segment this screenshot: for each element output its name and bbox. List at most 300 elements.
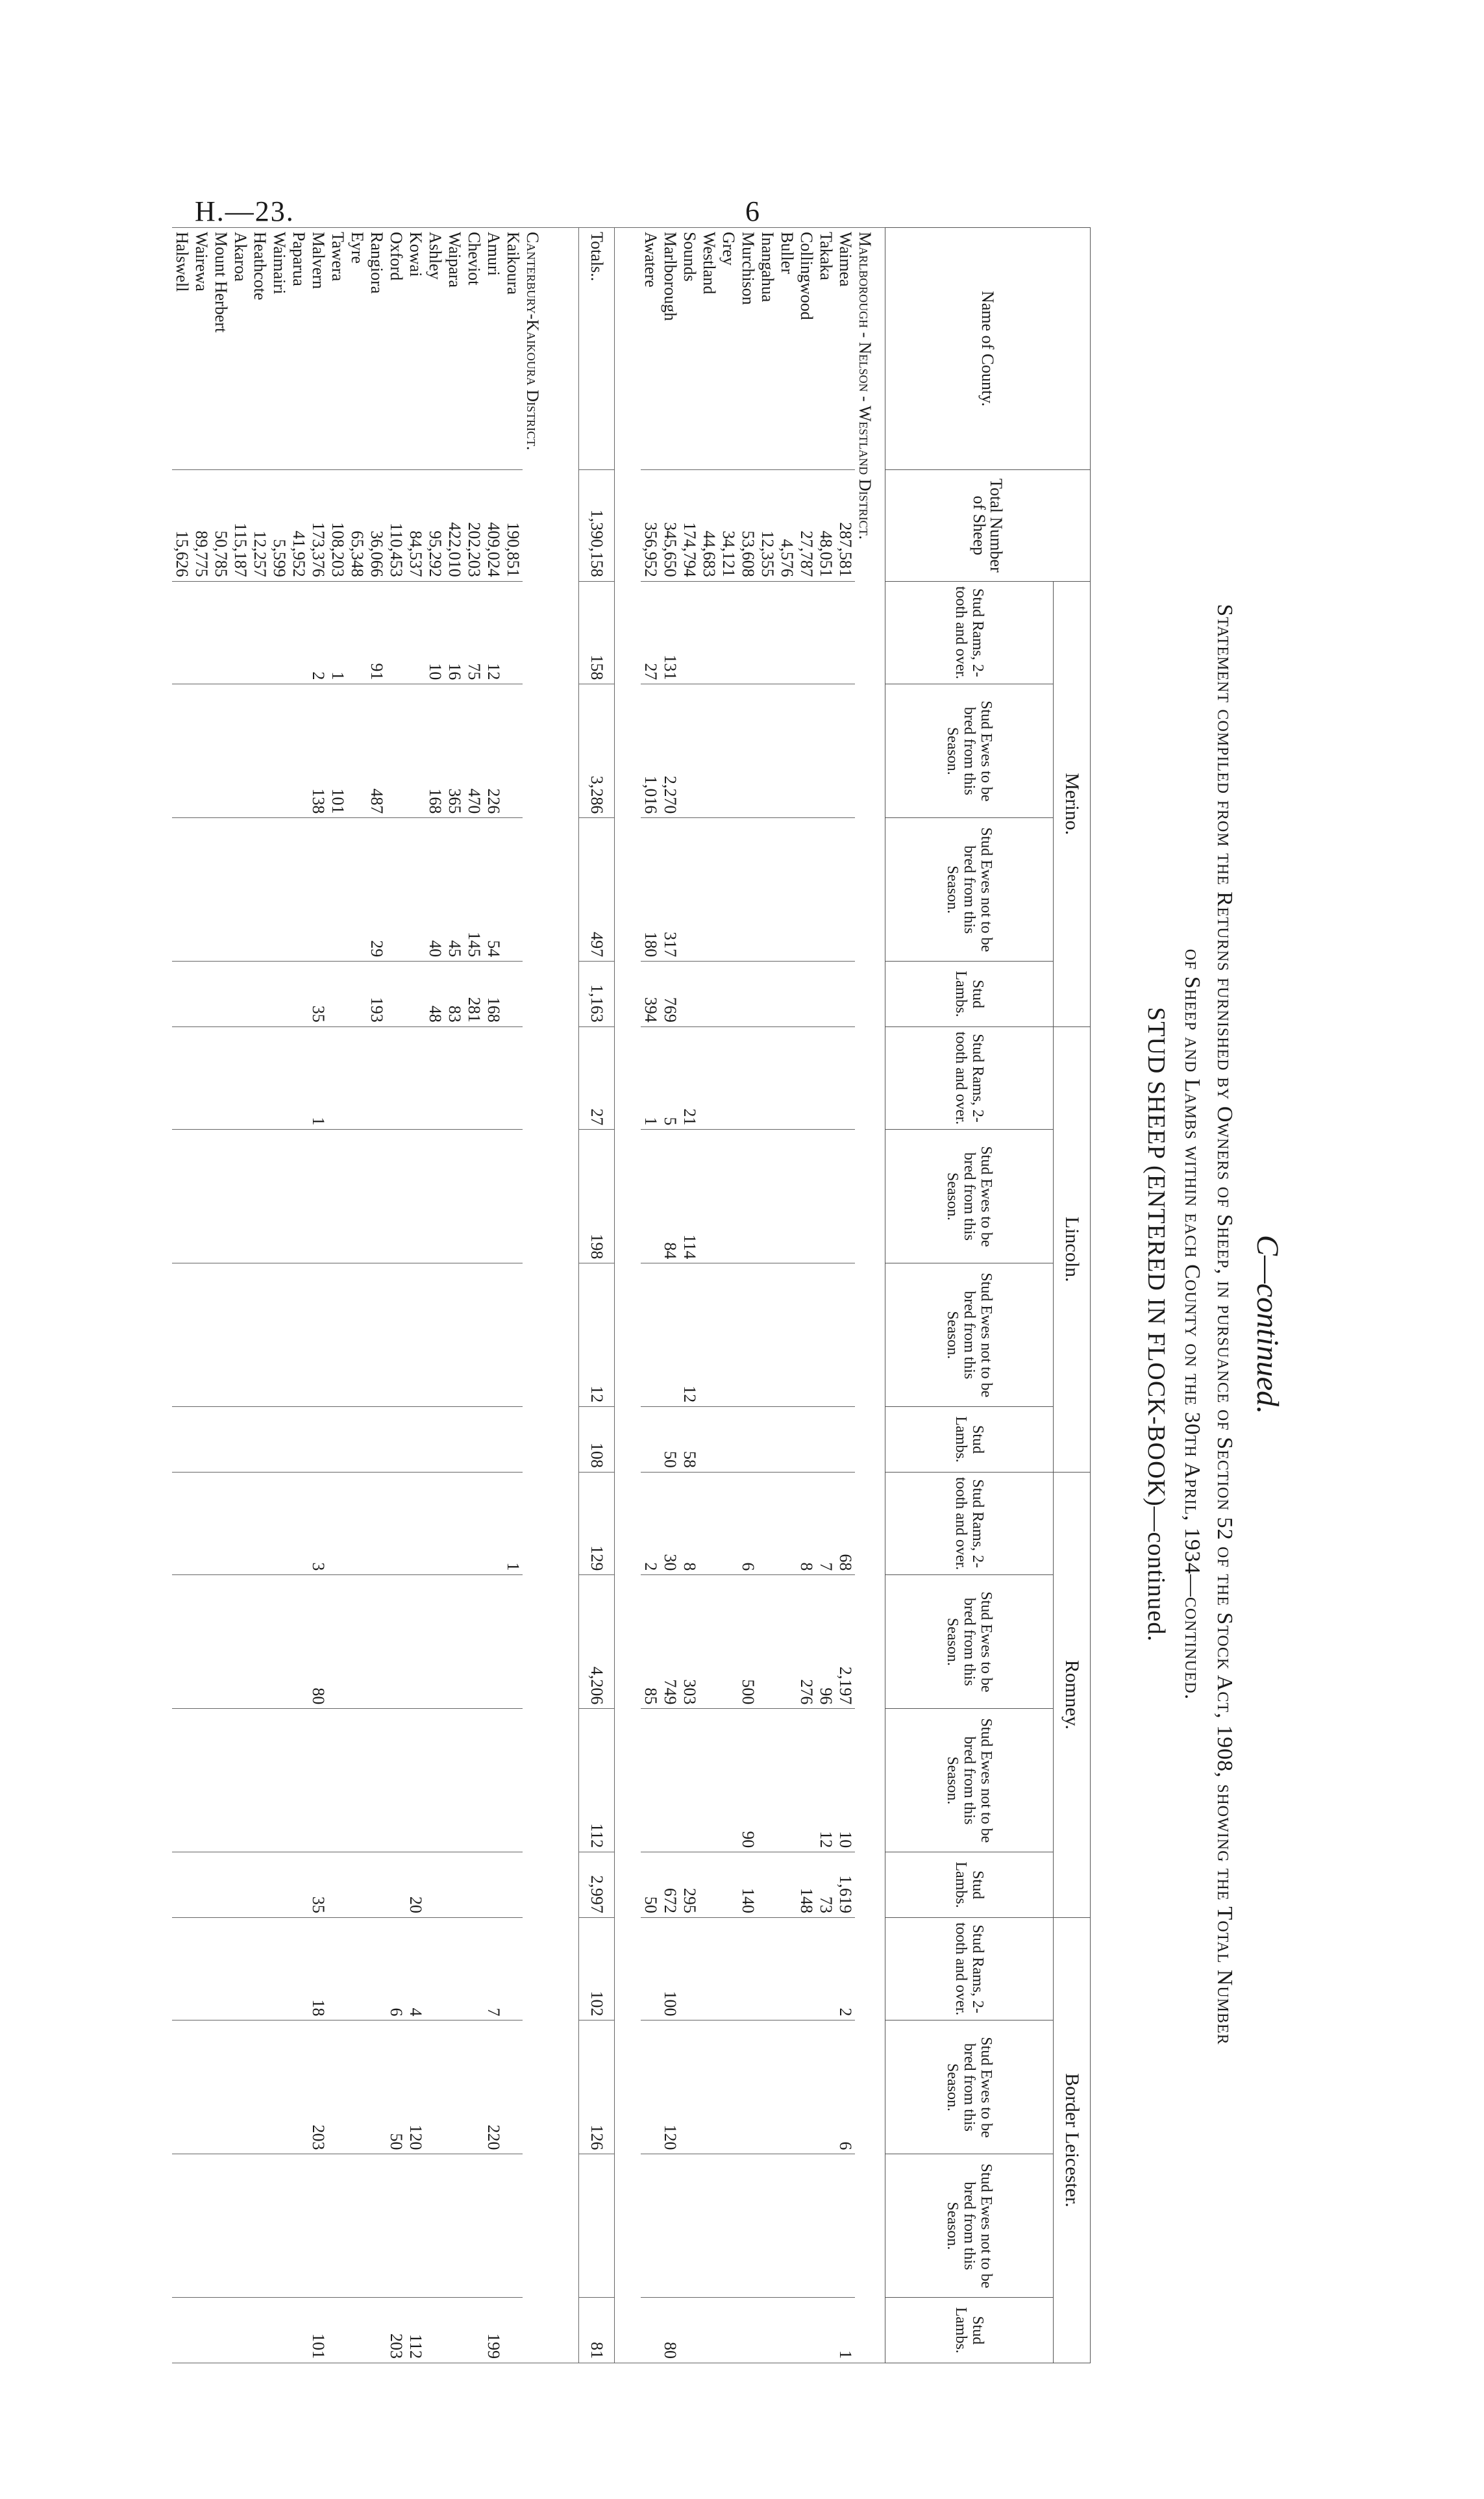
stud-value-cell bbox=[230, 2020, 250, 2154]
stud-value-cell: 4,206 bbox=[579, 1575, 615, 1709]
stud-value-cell bbox=[641, 1263, 660, 1407]
table-row bbox=[328, 228, 347, 2363]
stud-value-cell bbox=[503, 1263, 523, 1407]
stud-value-cell bbox=[211, 1263, 230, 1407]
stud-value-cell bbox=[347, 1263, 367, 1407]
stud-value-cell bbox=[269, 1917, 289, 2020]
table-row bbox=[250, 228, 269, 2363]
stud-value-cell bbox=[328, 1472, 347, 1575]
stud-value-cell: 8 bbox=[680, 1472, 699, 1575]
sub-header: Stud Ewes to be bred from this Season. bbox=[885, 2020, 1054, 2154]
stud-value-cell bbox=[425, 1575, 445, 1709]
stud-value-cell bbox=[269, 684, 289, 818]
county-name: Takaka bbox=[816, 228, 835, 470]
stud-value-cell: 168 bbox=[425, 684, 445, 818]
stud-value-cell bbox=[172, 818, 192, 962]
table-row bbox=[269, 228, 289, 2363]
stud-value-cell bbox=[328, 1263, 347, 1407]
stud-value-cell bbox=[211, 1407, 230, 1473]
stud-value-cell bbox=[308, 1130, 328, 1263]
stud-value-cell bbox=[406, 581, 425, 684]
stud-value-cell bbox=[719, 1472, 738, 1575]
stud-value-cell: 2 bbox=[641, 1472, 660, 1575]
stud-value-cell bbox=[758, 1026, 777, 1130]
stud-value-cell: 2,270 bbox=[660, 684, 680, 818]
stud-value-cell bbox=[172, 684, 192, 818]
stud-value-cell bbox=[308, 1709, 328, 1852]
county-name: Wairewa bbox=[192, 228, 211, 470]
stud-value-cell bbox=[347, 1917, 367, 2020]
stud-value-cell bbox=[172, 1472, 192, 1575]
stud-value-cell bbox=[347, 1709, 367, 1852]
stud-value-cell: 50 bbox=[641, 1852, 660, 1918]
stud-value-cell: 112 bbox=[579, 1709, 615, 1852]
stud-value-cell bbox=[484, 1407, 503, 1473]
stud-value-cell bbox=[719, 2154, 738, 2298]
spacer-row bbox=[552, 228, 579, 2363]
stud-value-cell bbox=[660, 2154, 680, 2298]
county-name: Akaroa bbox=[230, 228, 250, 470]
stud-value-cell bbox=[464, 1917, 484, 2020]
stud-value-cell: 1 bbox=[503, 1472, 523, 1575]
stud-value-cell bbox=[172, 1130, 192, 1263]
table-row bbox=[680, 228, 699, 2363]
stud-value-cell bbox=[269, 2298, 289, 2363]
table-row bbox=[386, 228, 406, 2363]
table-body bbox=[172, 228, 885, 2363]
stud-value-cell: 40 bbox=[425, 818, 445, 962]
stud-value-cell bbox=[797, 684, 816, 818]
stud-value-cell bbox=[719, 684, 738, 818]
sub-header: Stud Ewes to be bred from this Season. bbox=[885, 684, 1054, 818]
stud-value-cell bbox=[250, 1575, 269, 1709]
stud-value-cell bbox=[738, 2020, 758, 2154]
stud-value-cell: 80 bbox=[660, 2298, 680, 2363]
stud-value-cell bbox=[192, 2154, 211, 2298]
stud-value-cell: 749 bbox=[660, 1575, 680, 1709]
stud-value-cell bbox=[425, 1709, 445, 1852]
group-border-leicester: Border Leicester. bbox=[1054, 1917, 1091, 2363]
stud-value-cell bbox=[503, 1575, 523, 1709]
stud-value-cell bbox=[680, 581, 699, 684]
stud-value-cell: 2 bbox=[308, 581, 328, 684]
stud-value-cell bbox=[367, 1263, 386, 1407]
stud-value-cell bbox=[192, 1026, 211, 1130]
stud-value-cell: 1 bbox=[328, 581, 347, 684]
stud-value-cell bbox=[328, 2154, 347, 2298]
stud-value-cell bbox=[289, 2020, 308, 2154]
stud-value-cell bbox=[425, 1407, 445, 1473]
spacer-cell bbox=[615, 228, 641, 2363]
stud-value-cell bbox=[503, 818, 523, 962]
county-name: Waimairi bbox=[269, 228, 289, 470]
stud-value-cell bbox=[269, 1263, 289, 1407]
stud-value-cell bbox=[719, 818, 738, 962]
stud-value-cell bbox=[386, 1472, 406, 1575]
county-name: Mount Herbert bbox=[211, 228, 230, 470]
stud-value-cell: 126 bbox=[579, 2020, 615, 2154]
stud-value-cell bbox=[758, 581, 777, 684]
stud-value-cell bbox=[641, 1130, 660, 1263]
table-row bbox=[816, 228, 835, 2363]
stud-value-cell bbox=[503, 2020, 523, 2154]
stud-value-cell bbox=[777, 1852, 797, 1918]
stud-value-cell bbox=[425, 1026, 445, 1130]
stud-value-cell: 1 bbox=[835, 2298, 855, 2363]
stud-value-cell bbox=[777, 962, 797, 1027]
stud-value-cell bbox=[250, 962, 269, 1027]
stud-value-cell bbox=[738, 581, 758, 684]
table-row bbox=[406, 228, 425, 2363]
stud-value-cell: 108 bbox=[579, 1407, 615, 1473]
sub-header: Stud Ewes to be bred from this Season. bbox=[885, 1575, 1054, 1709]
stud-value-cell bbox=[738, 684, 758, 818]
stud-value-cell bbox=[464, 1852, 484, 1918]
stud-value-cell bbox=[250, 1263, 269, 1407]
stud-value-cell: 6 bbox=[738, 1472, 758, 1575]
stud-value-cell: 6 bbox=[386, 1917, 406, 2020]
stud-value-cell bbox=[738, 818, 758, 962]
stud-value-cell bbox=[777, 2298, 797, 2363]
table-row bbox=[230, 228, 250, 2363]
table-row bbox=[172, 228, 192, 2363]
total-sheep-cell: 356,952 bbox=[641, 470, 660, 582]
stud-value-cell bbox=[484, 1263, 503, 1407]
stud-value-cell bbox=[425, 2020, 445, 2154]
stud-value-cell bbox=[797, 2298, 816, 2363]
stud-value-cell bbox=[445, 1026, 464, 1130]
stud-value-cell bbox=[289, 1263, 308, 1407]
stud-value-cell bbox=[192, 1575, 211, 1709]
sub-header: Stud Ewes not to be bred from this Season. bbox=[885, 2154, 1054, 2298]
stud-value-cell bbox=[367, 1575, 386, 1709]
stud-value-cell bbox=[641, 1407, 660, 1473]
stud-value-cell bbox=[445, 1917, 464, 2020]
stud-value-cell: 2,997 bbox=[579, 1852, 615, 1918]
stud-value-cell bbox=[289, 1026, 308, 1130]
total-sheep-cell: 110,453 bbox=[386, 470, 406, 582]
stud-sheep-heading: STUD SHEEP (ENTERED IN FLOCK-BOOK)—continued. bbox=[1143, 1007, 1170, 1642]
stud-value-cell bbox=[192, 684, 211, 818]
stud-value-cell: 68 bbox=[835, 1472, 855, 1575]
stud-value-cell: 2,197 bbox=[835, 1575, 855, 1709]
stud-value-cell bbox=[269, 2154, 289, 2298]
total-sheep-cell: 174,794 bbox=[680, 470, 699, 582]
stud-value-cell bbox=[328, 2298, 347, 2363]
spacer-cell bbox=[552, 228, 579, 2363]
stud-value-cell bbox=[289, 1575, 308, 1709]
stud-value-cell bbox=[250, 2298, 269, 2363]
stud-value-cell bbox=[250, 684, 269, 818]
stud-value-cell bbox=[308, 1407, 328, 1473]
stud-value-cell bbox=[211, 1026, 230, 1130]
stud-value-cell: 27 bbox=[641, 581, 660, 684]
group-romney: Romney. bbox=[1054, 1472, 1091, 1917]
stud-value-cell bbox=[172, 962, 192, 1027]
stud-value-cell bbox=[797, 1130, 816, 1263]
stud-value-cell bbox=[230, 1263, 250, 1407]
stud-value-cell bbox=[758, 2020, 777, 2154]
stud-value-cell bbox=[289, 2154, 308, 2298]
stud-value-cell bbox=[758, 2298, 777, 2363]
stud-value-cell bbox=[386, 2154, 406, 2298]
sub-header: Stud Lambs. bbox=[885, 1852, 1054, 1918]
stud-value-cell bbox=[503, 2154, 523, 2298]
stud-value-cell bbox=[777, 1263, 797, 1407]
stud-value-cell: 18 bbox=[308, 1917, 328, 2020]
stud-value-cell bbox=[328, 1852, 347, 1918]
county-name: Kowai bbox=[406, 228, 425, 470]
stud-value-cell: 3 bbox=[308, 1472, 328, 1575]
stud-value-cell bbox=[347, 1026, 367, 1130]
stud-value-cell: 168 bbox=[484, 962, 503, 1027]
stud-value-cell: 100 bbox=[660, 1917, 680, 2020]
stud-value-cell bbox=[758, 1852, 777, 1918]
stud-value-cell bbox=[484, 1852, 503, 1918]
stud-value-cell bbox=[719, 1917, 738, 2020]
stud-value-cell: 30 bbox=[660, 1472, 680, 1575]
stud-value-cell bbox=[211, 818, 230, 962]
stud-value-cell bbox=[835, 1130, 855, 1263]
stud-value-cell bbox=[289, 1130, 308, 1263]
stud-value-cell bbox=[328, 2020, 347, 2154]
county-name: Oxford bbox=[386, 228, 406, 470]
stud-value-cell bbox=[230, 1472, 250, 1575]
stud-value-cell bbox=[172, 1917, 192, 2020]
stud-value-cell bbox=[699, 684, 719, 818]
stud-value-cell bbox=[211, 1130, 230, 1263]
county-name: Waimea bbox=[835, 228, 855, 470]
stud-value-cell bbox=[406, 684, 425, 818]
county-name: Awatere bbox=[641, 228, 660, 470]
county-name: Westland bbox=[699, 228, 719, 470]
stud-value-cell bbox=[269, 2020, 289, 2154]
stud-value-cell bbox=[816, 962, 835, 1027]
stud-value-cell bbox=[367, 1709, 386, 1852]
stud-value-cell: 500 bbox=[738, 1575, 758, 1709]
stud-value-cell bbox=[758, 962, 777, 1027]
stud-value-cell bbox=[250, 1026, 269, 1130]
stud-value-cell bbox=[445, 1130, 464, 1263]
stud-value-cell bbox=[699, 1263, 719, 1407]
county-name: Inangahua bbox=[758, 228, 777, 470]
stud-value-cell: 199 bbox=[484, 2298, 503, 2363]
stud-value-cell bbox=[347, 818, 367, 962]
stud-value-cell bbox=[699, 818, 719, 962]
stud-value-cell bbox=[464, 1130, 484, 1263]
stud-value-cell: 497 bbox=[579, 818, 615, 962]
stud-value-cell bbox=[211, 1575, 230, 1709]
total-sheep-cell: 4,576 bbox=[777, 470, 797, 582]
stud-value-cell bbox=[445, 2020, 464, 2154]
stud-value-cell: 84 bbox=[660, 1130, 680, 1263]
stud-value-cell bbox=[250, 818, 269, 962]
stud-value-cell bbox=[386, 1026, 406, 1130]
stud-value-cell bbox=[269, 962, 289, 1027]
stud-value-cell bbox=[816, 1026, 835, 1130]
stud-value-cell bbox=[699, 2020, 719, 2154]
stud-value-cell: 10 bbox=[425, 581, 445, 684]
table-row bbox=[211, 228, 230, 2363]
stud-value-cell: 12 bbox=[680, 1263, 699, 1407]
page-number: 6 bbox=[745, 195, 760, 227]
stud-value-cell bbox=[192, 2298, 211, 2363]
stud-value-cell bbox=[192, 1709, 211, 1852]
totals-row bbox=[579, 228, 615, 2363]
stud-value-cell bbox=[386, 684, 406, 818]
stud-value-cell bbox=[269, 1026, 289, 1130]
stud-value-cell bbox=[699, 1709, 719, 1852]
stud-value-cell bbox=[445, 1575, 464, 1709]
district-label: Marlborough - Nelson - Westland District. bbox=[855, 228, 885, 2363]
stud-value-cell: 12 bbox=[484, 581, 503, 684]
spacer-row bbox=[615, 228, 641, 2363]
stud-value-cell bbox=[269, 1472, 289, 1575]
stud-value-cell bbox=[406, 1263, 425, 1407]
stud-value-cell bbox=[797, 581, 816, 684]
stud-value-cell bbox=[719, 1575, 738, 1709]
county-name: Cheviot bbox=[464, 228, 484, 470]
total-sheep-cell: 36,066 bbox=[367, 470, 386, 582]
stud-value-cell bbox=[347, 2020, 367, 2154]
stud-value-cell bbox=[816, 1407, 835, 1473]
stud-sheep-table bbox=[172, 227, 1091, 2363]
total-sheep-cell: 202,203 bbox=[464, 470, 484, 582]
stud-value-cell bbox=[192, 2020, 211, 2154]
rotated-table-sheet bbox=[173, 214, 1298, 2435]
stud-value-cell bbox=[269, 818, 289, 962]
stud-value-cell bbox=[367, 1130, 386, 1263]
table-row bbox=[464, 228, 484, 2363]
stud-value-cell bbox=[680, 962, 699, 1027]
sub-header: Stud Rams, 2-tooth and over. bbox=[885, 581, 1054, 684]
stud-value-cell bbox=[445, 1852, 464, 1918]
stud-value-cell bbox=[386, 1575, 406, 1709]
stud-value-cell bbox=[230, 1575, 250, 1709]
stud-value-cell bbox=[367, 1407, 386, 1473]
stud-value-cell: 101 bbox=[328, 684, 347, 818]
stud-value-cell: 16 bbox=[445, 581, 464, 684]
total-sheep-cell: 1,390,158 bbox=[579, 470, 615, 582]
stud-value-cell bbox=[172, 1852, 192, 1918]
stud-value-cell bbox=[367, 1472, 386, 1575]
county-name: Grey bbox=[719, 228, 738, 470]
stud-value-cell bbox=[503, 962, 523, 1027]
stud-value-cell bbox=[269, 1407, 289, 1473]
stud-value-cell bbox=[464, 2154, 484, 2298]
table-row bbox=[289, 228, 308, 2363]
table-row bbox=[192, 228, 211, 2363]
stud-value-cell bbox=[211, 962, 230, 1027]
stud-value-cell: 220 bbox=[484, 2020, 503, 2154]
stud-value-cell bbox=[797, 1026, 816, 1130]
stud-value-cell bbox=[699, 2154, 719, 2298]
stud-value-cell bbox=[425, 1130, 445, 1263]
stud-value-cell: 80 bbox=[308, 1575, 328, 1709]
stud-value-cell bbox=[758, 1263, 777, 1407]
stud-value-cell bbox=[777, 684, 797, 818]
stud-value-cell bbox=[230, 1709, 250, 1852]
stud-value-cell bbox=[386, 581, 406, 684]
stud-value-cell bbox=[406, 2154, 425, 2298]
stud-value-cell bbox=[347, 1472, 367, 1575]
stud-value-cell: 487 bbox=[367, 684, 386, 818]
stud-value-cell bbox=[289, 581, 308, 684]
total-sheep-cell: 5,599 bbox=[269, 470, 289, 582]
stud-value-cell bbox=[816, 1130, 835, 1263]
stud-value-cell bbox=[386, 1263, 406, 1407]
stud-value-cell: 90 bbox=[738, 1709, 758, 1852]
stud-value-cell bbox=[503, 1917, 523, 2020]
table-row bbox=[660, 228, 680, 2363]
stud-value-cell bbox=[797, 2020, 816, 2154]
sub-header: Stud Ewes to be bred from this Season. bbox=[885, 1130, 1054, 1263]
stud-value-cell bbox=[816, 581, 835, 684]
stud-value-cell bbox=[699, 581, 719, 684]
stud-value-cell bbox=[758, 1917, 777, 2020]
stud-value-cell bbox=[738, 1407, 758, 1473]
stud-value-cell: 158 bbox=[579, 581, 615, 684]
stud-value-cell bbox=[386, 1709, 406, 1852]
stud-value-cell bbox=[211, 2298, 230, 2363]
stud-value-cell bbox=[211, 2020, 230, 2154]
stud-value-cell bbox=[738, 1917, 758, 2020]
stud-value-cell bbox=[835, 1407, 855, 1473]
stud-value-cell bbox=[192, 1917, 211, 2020]
stud-value-cell: 81 bbox=[579, 2298, 615, 2363]
stud-value-cell bbox=[797, 1917, 816, 2020]
stud-value-cell: 203 bbox=[386, 2298, 406, 2363]
county-name: Buller bbox=[777, 228, 797, 470]
stud-value-cell: 180 bbox=[641, 818, 660, 962]
stud-value-cell bbox=[660, 1263, 680, 1407]
stud-value-cell bbox=[250, 581, 269, 684]
county-name: Waipara bbox=[445, 228, 464, 470]
table-row bbox=[425, 228, 445, 2363]
stud-value-cell bbox=[797, 818, 816, 962]
stud-value-cell: 7 bbox=[816, 1472, 835, 1575]
stud-value-cell: 145 bbox=[464, 818, 484, 962]
total-sheep-cell: 15,626 bbox=[172, 470, 192, 582]
stud-value-cell bbox=[211, 2154, 230, 2298]
stud-value-cell bbox=[816, 1263, 835, 1407]
stud-value-cell bbox=[738, 2298, 758, 2363]
stud-value-cell bbox=[464, 1026, 484, 1130]
stud-value-cell bbox=[484, 1026, 503, 1130]
total-sheep-cell: 95,292 bbox=[425, 470, 445, 582]
stud-value-cell bbox=[308, 818, 328, 962]
stud-value-cell bbox=[386, 962, 406, 1027]
stud-value-cell bbox=[367, 1026, 386, 1130]
stud-value-cell bbox=[289, 1407, 308, 1473]
stud-value-cell bbox=[347, 2154, 367, 2298]
total-sheep-cell: 190,851 bbox=[503, 470, 523, 582]
stud-value-cell bbox=[289, 818, 308, 962]
stud-value-cell: 769 bbox=[660, 962, 680, 1027]
stud-value-cell bbox=[192, 962, 211, 1027]
stud-value-cell bbox=[719, 1026, 738, 1130]
stud-value-cell: 193 bbox=[367, 962, 386, 1027]
stud-value-cell bbox=[835, 818, 855, 962]
stud-value-cell bbox=[641, 1917, 660, 2020]
county-name: Marlborough bbox=[660, 228, 680, 470]
stud-value-cell bbox=[172, 1407, 192, 1473]
county-name: Halswell bbox=[172, 228, 192, 470]
stud-value-cell bbox=[835, 1026, 855, 1130]
stud-value-cell bbox=[719, 1130, 738, 1263]
stud-value-cell bbox=[680, 818, 699, 962]
stud-value-cell bbox=[464, 2020, 484, 2154]
